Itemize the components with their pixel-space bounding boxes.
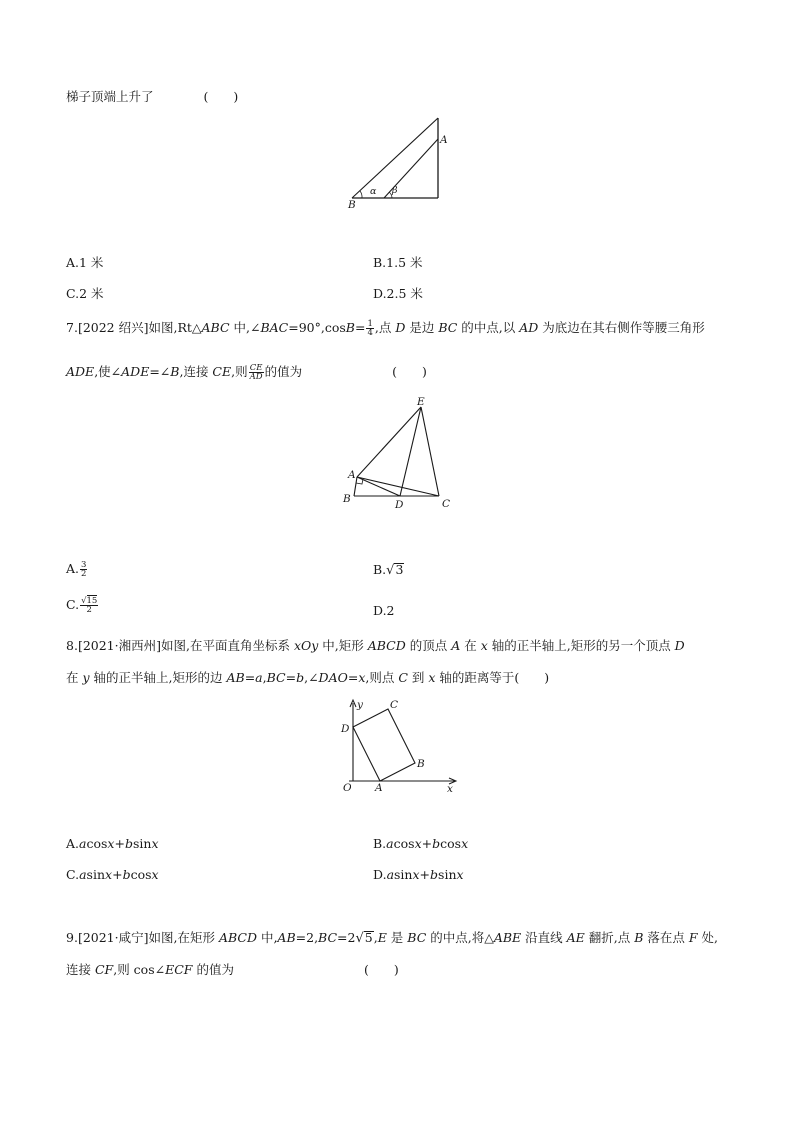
q8-var: DAO — [318, 670, 348, 685]
q8-text: 到 — [407, 670, 429, 685]
q8-coordinate-figure — [335, 697, 465, 797]
q8-option-func: sin — [438, 867, 457, 882]
q7-text: = — [354, 320, 366, 335]
q8-var: b — [296, 670, 305, 685]
q8-var: C — [398, 670, 408, 685]
q7-text: ,则 — [231, 364, 248, 379]
q6-label-beta: β — [392, 185, 398, 196]
q9-radical-sign: √ — [355, 931, 364, 946]
q8-option-prefix: D. — [373, 867, 387, 882]
q7-var: B — [345, 320, 355, 335]
q7-var: CE — [212, 364, 232, 379]
q7-frac-denominator: AD — [249, 372, 263, 382]
q9-text: 连接 — [66, 962, 95, 977]
q7-var: ABC — [201, 320, 230, 335]
q6-option-d[interactable]: D.2.5 米 — [373, 286, 423, 301]
q8-option-var: b — [124, 836, 133, 851]
q7-cos-fraction — [366, 320, 373, 337]
q8-option-var: x — [105, 867, 113, 882]
q7-stem-line-2 — [66, 364, 427, 381]
q8-var: A — [451, 638, 461, 653]
q8-option-var: b — [122, 867, 131, 882]
q6-option-b[interactable]: B.1.5 米 — [373, 255, 423, 270]
q7-text: 如图,Rt△ — [148, 320, 202, 335]
q9-text: ,则 cos∠ — [113, 962, 166, 977]
q9-stem-line-1 — [66, 930, 718, 947]
q7-option-c-fraction — [80, 597, 98, 614]
q8-var: xOy — [293, 638, 319, 653]
q7-option-c-prefix: C. — [66, 597, 80, 612]
q7-option-a-numerator: 3 — [81, 560, 87, 570]
q8-option-var: a — [386, 836, 394, 851]
q8-text: = — [347, 670, 359, 685]
q7-var: BC — [438, 320, 458, 335]
q7-option-c-radicand: 15 — [86, 596, 98, 606]
q7-line-ac — [357, 477, 439, 496]
q7-text: 为底边在其右侧作等腰三角形 — [538, 320, 705, 335]
q8-option-var: x — [456, 867, 464, 882]
q8-option-var: x — [151, 836, 159, 851]
q7-triangle-figure — [335, 395, 465, 515]
q7-text: ,点 — [374, 320, 396, 335]
q7-option-a-denominator: 2 — [81, 569, 87, 579]
q9-text: 翻折,点 — [584, 930, 635, 945]
q8-option-op: + — [419, 867, 431, 882]
q7-line-ae — [357, 407, 421, 477]
q8-var: y — [82, 670, 90, 685]
q9-text: 处, — [697, 930, 718, 945]
q8-option-prefix: B. — [373, 836, 387, 851]
q8-var: BC — [266, 670, 286, 685]
q7-cos-denominator: 4 — [367, 328, 373, 338]
q9-text: 沿直线 — [521, 930, 567, 945]
q9-text: 是 — [386, 930, 408, 945]
q8-option-op: + — [114, 836, 125, 851]
q6-option-c[interactable]: C.2 米 — [66, 286, 104, 301]
q8-var: a — [255, 670, 263, 685]
q7-option-b[interactable] — [373, 562, 404, 579]
q7-answer-bracket[interactable]: ( ) — [392, 364, 427, 379]
q6-angle-alpha-arc — [360, 191, 362, 198]
q8-option-func: cos — [393, 836, 415, 851]
q8-option-op: + — [421, 836, 433, 851]
q9-var: AE — [566, 930, 585, 945]
q8-label-c: C — [390, 699, 399, 711]
q6-answer-bracket[interactable]: ( ) — [203, 89, 239, 104]
q8-text: 中,矩形 — [318, 638, 368, 653]
q8-stem-line-2 — [66, 670, 549, 686]
q9-text: 落在点 — [643, 930, 689, 945]
q8-text: 在 — [66, 670, 83, 685]
q8-text: 的顶点 — [405, 638, 452, 653]
q8-option-a[interactable] — [66, 836, 159, 852]
q8-text: ,则点 — [365, 670, 399, 685]
q9-var: BC — [407, 930, 427, 945]
q8-number: 8. — [66, 638, 78, 653]
q6-ladder-figure — [340, 112, 460, 212]
q8-option-d[interactable] — [373, 867, 464, 883]
q8-option-var: a — [79, 836, 87, 851]
q8-label-y: y — [357, 699, 363, 711]
q8-option-func: cos — [86, 836, 108, 851]
q7-var: D — [395, 320, 406, 335]
q7-text: 中,∠ — [229, 320, 261, 335]
q8-var: x — [428, 670, 436, 685]
q8-option-var: b — [432, 836, 441, 851]
q8-option-b[interactable] — [373, 836, 468, 852]
q7-ce-ad-fraction — [249, 364, 264, 381]
q8-option-func: sin — [86, 867, 106, 882]
q7-line-ad — [357, 477, 400, 496]
q8-option-func: cos — [440, 836, 462, 851]
q7-line-ec — [421, 407, 439, 496]
q9-var: F — [688, 930, 698, 945]
q8-option-prefix: A. — [66, 836, 80, 851]
q7-label-a: A — [348, 469, 356, 481]
q8-option-func: cos — [130, 867, 152, 882]
q8-option-c[interactable] — [66, 867, 159, 883]
q7-var: AD — [519, 320, 539, 335]
q8-option-func: sin — [394, 867, 413, 882]
q7-option-c-denominator: 2 — [86, 605, 92, 615]
q6-label-a: A — [440, 134, 448, 146]
q7-option-d[interactable]: D.2 — [373, 603, 395, 618]
q9-radicand: 5 — [364, 930, 373, 945]
q7-number: 7. — [66, 320, 78, 335]
q6-label-alpha: α — [370, 186, 377, 197]
q9-var: ABE — [493, 930, 522, 945]
q8-option-var: x — [461, 836, 469, 851]
q7-text: ,连接 — [179, 364, 213, 379]
q8-option-var: x — [414, 836, 422, 851]
q8-source: [2021·湘西州] — [77, 638, 161, 653]
q8-label-x: x — [447, 783, 453, 795]
q7-label-c: C — [442, 498, 451, 510]
q9-text: 中, — [256, 930, 278, 945]
q7-text: =90°,cos — [288, 320, 346, 335]
q8-var: D — [674, 638, 685, 653]
q7-text: =∠ — [149, 364, 171, 379]
q8-option-var: b — [430, 867, 439, 882]
q8-label-a: A — [375, 782, 383, 794]
q6-stem-line — [66, 89, 238, 105]
q8-text: 轴的正半轴上,矩形的边 — [89, 670, 227, 685]
q8-var: ABCD — [367, 638, 406, 653]
q8-text: , — [262, 670, 267, 685]
q8-label-b: B — [417, 758, 425, 770]
q8-stem-line-1 — [66, 638, 685, 654]
q8-rectangle-abcd — [353, 709, 415, 781]
q7-frac-numerator: CE — [249, 363, 263, 373]
q7-var: B — [170, 364, 180, 379]
q7-text: 的中点,以 — [457, 320, 520, 335]
q8-option-prefix: C. — [66, 867, 80, 882]
q9-number: 9. — [66, 930, 78, 945]
q9-text: 的中点,将△ — [426, 930, 494, 945]
q7-label-b: B — [343, 493, 351, 505]
q9-answer-bracket[interactable]: ( ) — [363, 962, 399, 977]
q8-var: AB — [226, 670, 245, 685]
q7-text: 是边 — [405, 320, 439, 335]
q7-label-d: D — [395, 499, 404, 511]
q6-option-a[interactable]: A.1 米 — [66, 255, 104, 270]
q8-var: x — [480, 638, 488, 653]
q7-option-c-numerator: √15 — [81, 596, 98, 606]
q8-option-var: x — [412, 867, 420, 882]
q8-text: 轴的距离等于( ) — [435, 670, 550, 685]
q8-option-var: a — [79, 867, 87, 882]
q7-text: ,使∠ — [94, 364, 122, 379]
q9-source: [2021·咸宁] — [77, 930, 149, 945]
q7-radical-sign: √ — [386, 563, 395, 578]
q8-option-func: sin — [132, 836, 152, 851]
q7-line-ed — [400, 407, 421, 496]
q9-stem-line-2 — [66, 962, 399, 978]
q8-option-var: x — [107, 836, 115, 851]
q7-option-b-radicand: 3 — [395, 562, 404, 577]
q9-var: AB — [277, 930, 296, 945]
q9-var: BC — [318, 930, 338, 945]
q7-label-e: E — [417, 396, 425, 408]
q7-option-b-prefix: B. — [373, 562, 387, 577]
q8-option-var: x — [151, 867, 159, 882]
q9-text: 的值为 — [192, 962, 234, 977]
q7-source: [2022 绍兴] — [77, 320, 149, 335]
q8-text: = — [244, 670, 256, 685]
q7-cos-numerator: 1 — [367, 319, 373, 329]
q8-text: = — [285, 670, 297, 685]
q6-stem: 梯子顶端上升了 — [66, 89, 154, 104]
q8-text: 轴的正半轴上,矩形的另一个顶点 — [487, 638, 675, 653]
q8-var: x — [358, 670, 366, 685]
q9-var: ABCD — [218, 930, 257, 945]
q7-option-a-prefix: A. — [66, 561, 80, 576]
q9-text: , — [373, 930, 378, 945]
q7-var: ADE — [66, 364, 95, 379]
q8-option-var: a — [386, 867, 395, 882]
q9-text: 如图,在矩形 — [148, 930, 219, 945]
q9-var: B — [634, 930, 644, 945]
q6-label-b: B — [348, 199, 356, 211]
q7-text: 的值为 — [264, 364, 303, 379]
q9-var: ECF — [165, 962, 193, 977]
q7-option-a[interactable] — [66, 561, 88, 578]
q7-var: ADE — [121, 364, 150, 379]
q9-var: CF — [94, 962, 114, 977]
q9-text: =2, — [295, 930, 319, 945]
q7-option-a-fraction — [80, 561, 87, 578]
q9-var: E — [377, 930, 387, 945]
q7-stem-line-1 — [66, 320, 705, 337]
q8-option-op: + — [112, 867, 123, 882]
q7-var: BAC — [260, 320, 289, 335]
q8-text: 在 — [460, 638, 481, 653]
q8-label-d: D — [341, 723, 350, 735]
q8-label-o: O — [343, 782, 352, 794]
q9-text: =2 — [337, 930, 356, 945]
q8-text: ,∠ — [304, 670, 319, 685]
q7-option-c[interactable] — [66, 597, 99, 614]
q8-text: 如图,在平面直角坐标系 — [160, 638, 294, 653]
